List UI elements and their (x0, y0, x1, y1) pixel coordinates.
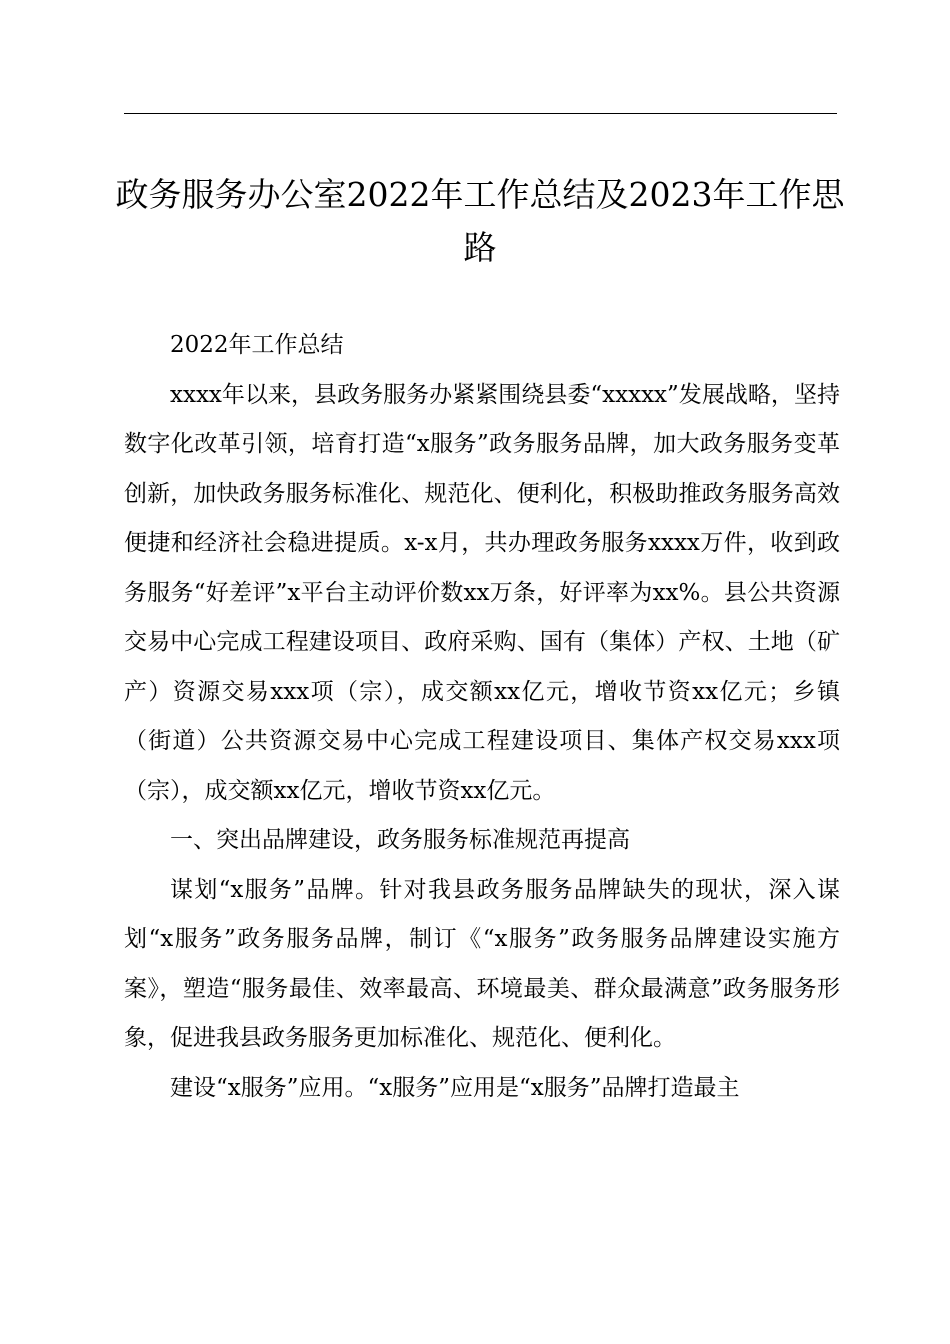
section-heading-brand: 一、突出品牌建设，政务服务标准规范再提高 (170, 827, 630, 853)
header-rule (124, 113, 837, 114)
body-paragraph-app-building: 建设“x服务”应用。“x服务”应用是“x服务”品牌打造最主 (170, 1074, 740, 1101)
section-heading-summary: 2022年工作总结 (170, 332, 344, 358)
body-paragraph-brand-planning: 谋划“x服务”品牌。针对我县政务服务品牌缺失的现状，深入谋划“x服务”政务服务品牌，制订《“x服务”政务服务品牌建设实施方案》，塑造“服务最佳、效率最高、环境最美、群众最满意”政务服务形象，促进我县政务服务更加标准化、规范化、便利化。 (124, 876, 840, 1051)
document-body (124, 321, 840, 1113)
body-paragraph-overview: xxxx年以来，县政务服务办紧紧围绕县委“xxxxx”发展战略，坚持数字化改革引领，培育打造“x服务”政务服务品牌，加大政务服务变革创新，加快政务服务标准化、规范化、便利化，积极助推政务服务高效便捷和经济社会稳进提质。x-x月，共办理政务服务xxxx万件，收到政务服务“好差评”x平台主动评价数xx万条，好评率为xx%。县公共资源交易中心完成工程建设项目、政府采购、国有（集体）产权、土地（矿产）资源交易xxx项（宗），成交额xx亿元，增收节资xx亿元；乡镇（街道）公共资源交易中心完成工程建设项目、集体产权交易xxx项（宗），成交额xx亿元，增收节资xx亿元。 (124, 381, 840, 804)
document-title: 政务服务办公室2022年工作总结及2023年工作思路 (115, 175, 845, 267)
